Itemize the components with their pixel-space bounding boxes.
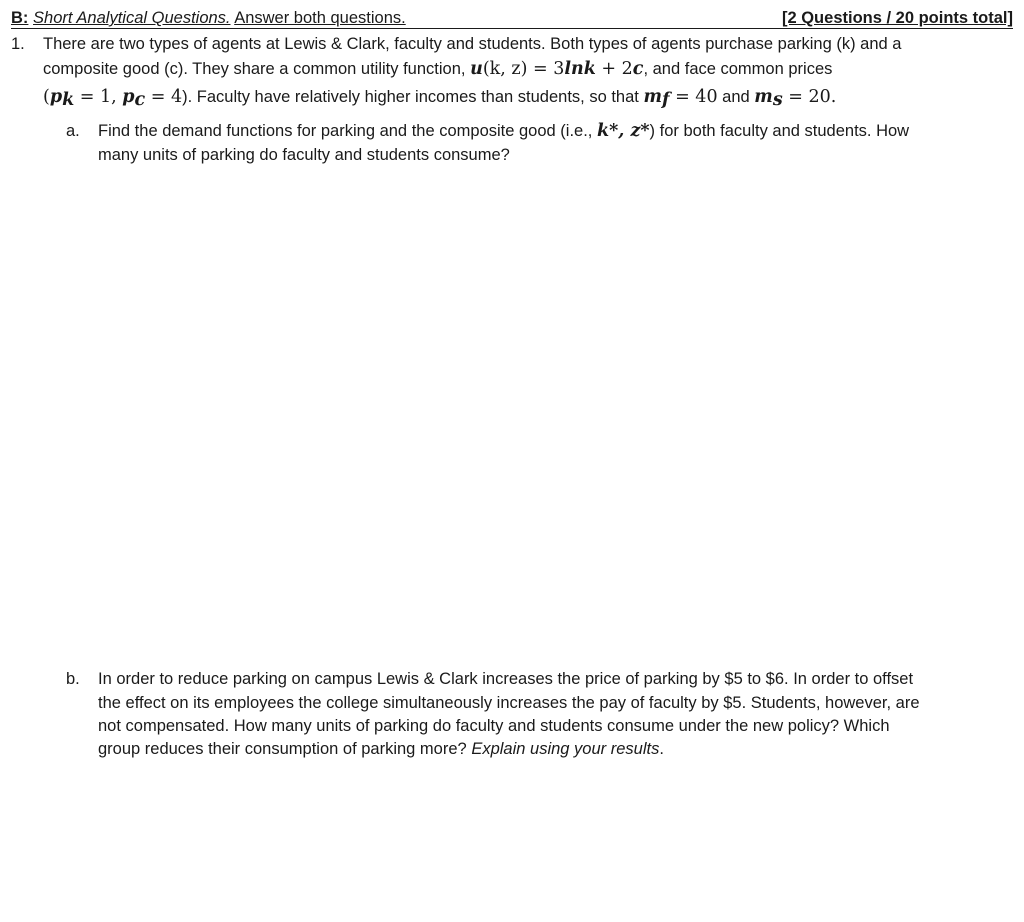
and-text: and [717,88,755,106]
section-instruction: Answer both questions. [234,9,406,27]
part-b-question: group reduces their consumption of parking more? [98,740,467,758]
income-faculty-value: = 40 [669,87,718,107]
question-line-2 [43,57,832,81]
part-a-text: Find the demand functions for parking and the composite good (i.e., [98,122,593,140]
utility-c: c [632,59,644,79]
utility-u: u [470,59,483,79]
income-student-value: = 20 [782,87,831,107]
price-k-value: = 1, [74,87,123,107]
utility-eq: = 3 [527,59,565,79]
income-student-symbol: m [754,87,773,107]
price-k-symbol: p [49,87,63,107]
section-heading [11,7,406,29]
part-b-line-2: the effect on its employees the college simultaneously increases the pay of faculty by $5. Students, however, are [98,694,920,712]
income-faculty-symbol: m [643,87,662,107]
points-total: [2 Questions / 20 points total] [781,9,1013,27]
part-a-math: k*, z* [596,121,650,141]
utility-ln: lnk [564,59,596,79]
part-a-label: a. [66,122,80,140]
part-b-line-4 [98,737,664,761]
section-header [11,7,1013,29]
part-a-line-1 [98,119,909,143]
part-a-line-2: many units of parking do faculty and students consume? [98,146,510,164]
part-b-line-3: not compensated. How many units of parking do faculty and students consume under the new policy? Which [98,717,890,735]
part-b-label: b. [66,670,80,688]
prices-intro: , and face common prices [643,60,833,78]
prices-open: ( [43,87,50,107]
income-faculty-subscript: f [661,90,670,110]
income-student-subscript: s [772,90,783,110]
part-b-line-1: In order to reduce parking on campus Lewis & Clark increases the price of parking by $5 to $6. In order to offset [98,670,914,688]
price-k-subscript: k [62,90,75,110]
question-line-3 [43,85,836,109]
price-c-value: = 4 [145,87,183,107]
question-line-1: There are two types of agents at Lewis & Clark, faculty and students. Both types of agents purchase parking (k) and a [43,35,902,53]
price-c-subscript: c [134,90,146,110]
line3-period: . [830,87,837,107]
question-number: 1. [11,35,25,53]
section-title: Short Analytical Questions. [33,9,231,27]
price-c-symbol: p [122,87,135,107]
section-label: B: [11,9,29,27]
utility-args: (k, z) [482,59,528,79]
part-a-text-end: ) for both faculty and students. How [649,122,910,140]
income-text: ). Faculty have relatively higher incomes than students, so that [182,88,639,106]
part-b-period: . [659,740,664,758]
part-b-explain: Explain using your results [471,740,660,758]
utility-intro: composite good (c). They share a common utility function, [43,60,466,78]
utility-plus: + 2 [595,59,633,79]
